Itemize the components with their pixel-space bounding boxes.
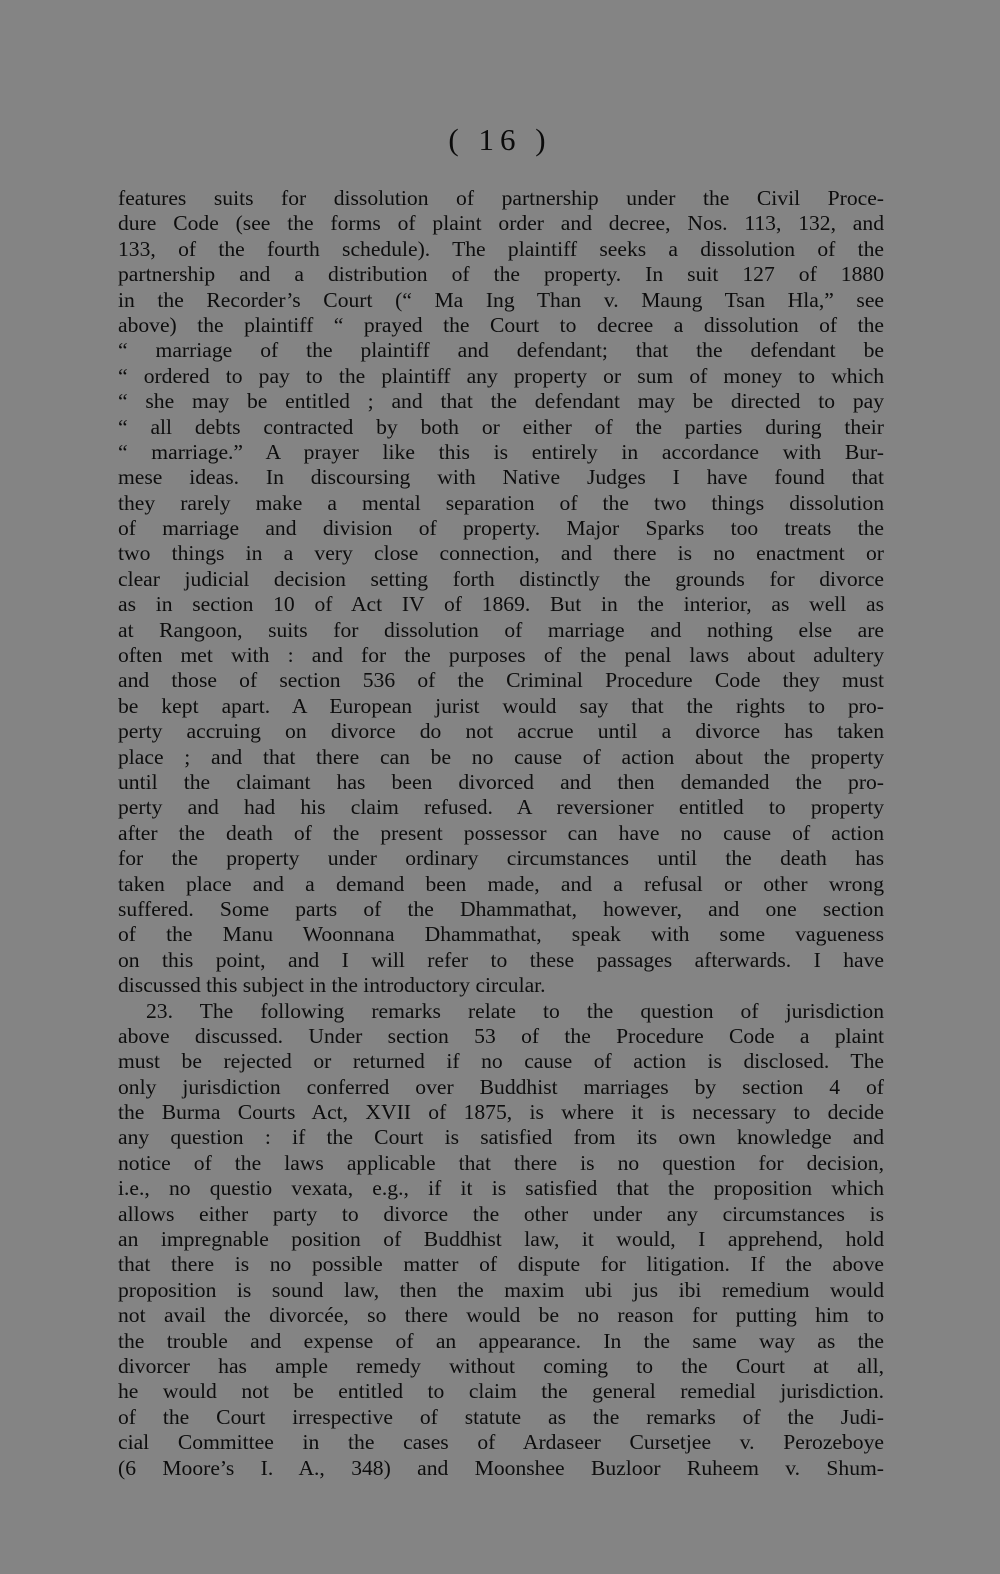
text-line: allows either party to divorce the other under any circumstances is	[118, 1201, 884, 1226]
text-line: discussed this subject in the introductory circular.	[118, 973, 546, 998]
text-line: “ she may be entitled ; and that the defendant may be directed to pay	[118, 389, 884, 414]
text-line: the Burma Courts Act, XVII of 1875, is where it is necessary to decide	[118, 1100, 884, 1125]
text-line: until the claimant has been divorced and then demanded the pro-	[118, 769, 884, 794]
text-line: only jurisdiction conferred over Buddhist marriages by section 4 of	[118, 1074, 884, 1099]
text-line: at Rangoon, suits for dissolution of marriage and nothing else are	[118, 617, 884, 642]
text-line: they rarely make a mental separation of the two things dissolution	[118, 490, 884, 515]
text-line: proposition is sound law, then the maxim ubi jus ibi remedium would	[118, 1277, 884, 1302]
text-line: any question : if the Court is satisfied from its own knowledge and	[118, 1125, 884, 1150]
text-line: “ all debts contracted by both or either of the parties during their	[118, 414, 884, 439]
text-line: of marriage and division of property. Major Sparks too treats the	[118, 516, 884, 541]
text-line: mese ideas. In discoursing with Native Judges I have found that	[118, 465, 884, 490]
text-line: “ marriage.” A prayer like this is entirely in accordance with Bur-	[118, 439, 884, 464]
text-line: dure Code (see the forms of plaint order and decree, Nos. 113, 132, and	[118, 211, 884, 236]
text-line: taken place and a demand been made, and a refusal or other wrong	[118, 871, 884, 896]
text-line: he would not be entitled to claim the general remedial jurisdiction.	[118, 1379, 884, 1404]
text-line: “ marriage of the plaintiff and defendant; that the defendant be	[118, 338, 884, 363]
text-line: partnership and a distribution of the property. In suit 127 of 1880	[118, 262, 884, 287]
text-line: of the Manu Woonnana Dhammathat, speak with some vagueness	[118, 922, 884, 947]
text-line: notice of the laws applicable that there is no question for decision,	[118, 1150, 884, 1175]
body-text	[118, 186, 884, 1481]
text-line: for the property under ordinary circumstances until the death has	[118, 846, 884, 871]
text-line: perty and had his claim refused. A reversioner entitled to property	[118, 795, 884, 820]
text-line: features suits for dissolution of partnership under the Civil Proce-	[118, 186, 884, 210]
text-line: of the Court irrespective of statute as the remarks of the Judi-	[118, 1404, 884, 1429]
text-line: 23. The following remarks relate to the question of jurisdiction	[146, 998, 884, 1023]
text-line: two things in a very close connection, and there is no enactment or	[118, 541, 884, 566]
text-line: and those of section 536 of the Criminal Procedure Code they must	[118, 668, 884, 693]
text-line: divorcer has ample remedy without coming to the Court at all,	[118, 1353, 884, 1378]
text-line: on this point, and I will refer to these passages afterwards. I have	[118, 947, 884, 972]
text-line: i.e., no questio vexata, e.g., if it is satisfied that the proposition which	[118, 1176, 884, 1201]
text-line: the trouble and expense of an appearance. In the same way as the	[118, 1328, 884, 1353]
text-line: suffered. Some parts of the Dhammathat, however, and one section	[118, 896, 884, 921]
text-line: must be rejected or returned if no cause of action is disclosed. The	[118, 1049, 884, 1074]
text-line: “ ordered to pay to the plaintiff any property or sum of money to which	[118, 363, 884, 388]
page-number: ( 16 )	[448, 122, 552, 157]
text-line: perty accruing on divorce do not accrue until a divorce has taken	[118, 719, 884, 744]
text-line: as in section 10 of Act IV of 1869. But in the interior, as well as	[118, 592, 884, 617]
text-line: above) the plaintiff “ prayed the Court to decree a dissolution of the	[118, 312, 884, 337]
text-line: above discussed. Under section 53 of the Procedure Code a plaint	[118, 1023, 884, 1048]
text-line: in the Recorder’s Court (“ Ma Ing Than v. Maung Tsan Hla,” see	[118, 287, 884, 312]
text-line: (6 Moore’s I. A., 348) and Moonshee Buzloor Ruheem v. Shum-	[118, 1455, 884, 1480]
text-line: cial Committee in the cases of Ardaseer Cursetjee v. Perozeboye	[118, 1430, 884, 1455]
text-line: not avail the divorcée, so there would be no reason for putting him to	[118, 1303, 884, 1328]
text-line: that there is no possible matter of dispute for litigation. If the above	[118, 1252, 884, 1277]
text-line: place ; and that there can be no cause of action about the property	[118, 744, 884, 769]
text-line: an impregnable position of Buddhist law, it would, I apprehend, hold	[118, 1227, 884, 1252]
text-line: clear judicial decision setting forth distinctly the grounds for divorce	[118, 566, 884, 591]
text-line: often met with : and for the purposes of the penal laws about adultery	[118, 643, 884, 668]
text-line: be kept apart. A European jurist would say that the rights to pro-	[118, 693, 884, 718]
text-line: after the death of the present possessor can have no cause of action	[118, 820, 884, 845]
text-line: 133, of the fourth schedule). The plaintiff seeks a dissolution of the	[118, 236, 884, 261]
